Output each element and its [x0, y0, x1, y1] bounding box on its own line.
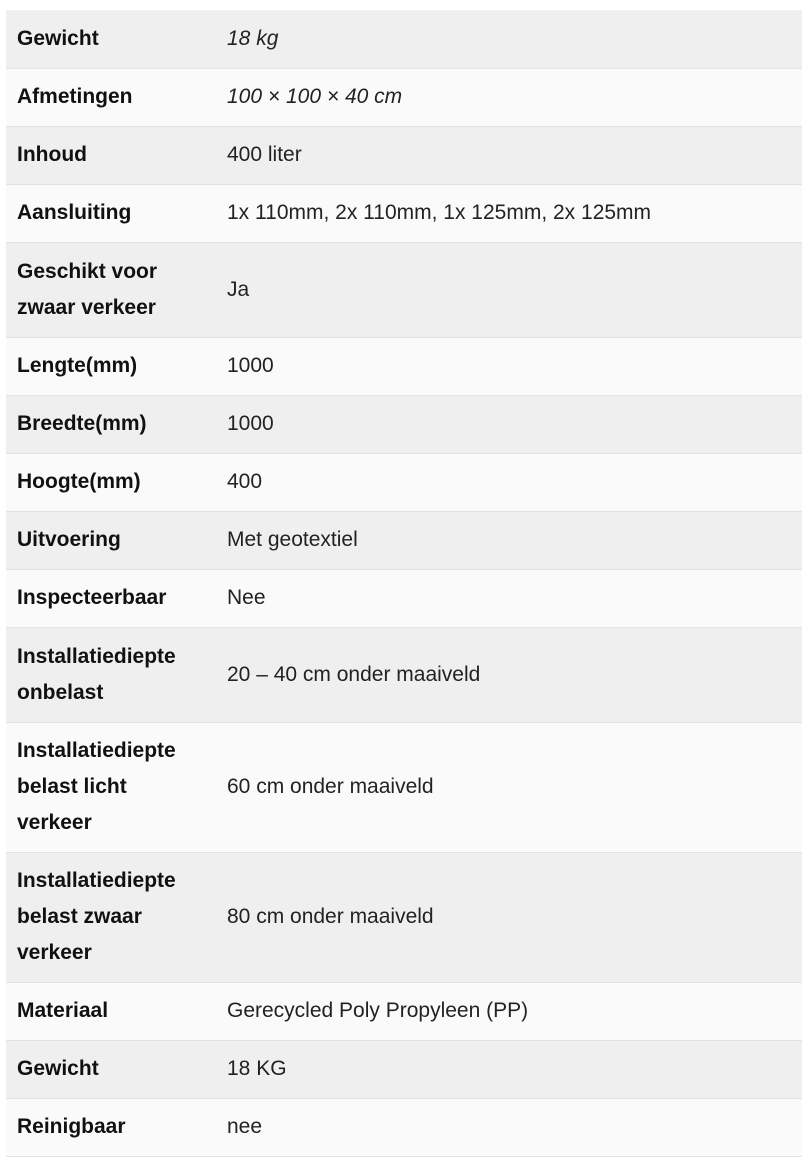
table-row — [6, 627, 802, 722]
table-row — [6, 184, 802, 242]
spec-label: Materiaal — [6, 982, 216, 1040]
table-row — [6, 1098, 802, 1156]
spec-value: 60 cm onder maaiveld — [216, 722, 802, 852]
specifications-table — [6, 10, 802, 1157]
table-row — [6, 852, 802, 982]
table-row — [6, 126, 802, 184]
spec-label: Gewicht — [6, 1040, 216, 1098]
spec-label: Aansluiting — [6, 184, 216, 242]
spec-value: 100 × 100 × 40 cm — [216, 68, 802, 126]
spec-value: 20 – 40 cm onder maaiveld — [216, 627, 802, 722]
spec-label: Installatiediepte belast licht verkeer — [6, 722, 216, 852]
table-row — [6, 511, 802, 569]
spec-label: Inhoud — [6, 126, 216, 184]
table-row — [6, 722, 802, 852]
table-row — [6, 10, 802, 68]
table-row — [6, 395, 802, 453]
spec-label: Gewicht — [6, 10, 216, 68]
spec-value: 1000 — [216, 395, 802, 453]
spec-label: Breedte(mm) — [6, 395, 216, 453]
spec-value: 80 cm onder maaiveld — [216, 852, 802, 982]
spec-label: Uitvoering — [6, 511, 216, 569]
spec-value: 400 — [216, 453, 802, 511]
spec-value: 18 KG — [216, 1040, 802, 1098]
spec-label: Afmetingen — [6, 68, 216, 126]
spec-value: 1x 110mm, 2x 110mm, 1x 125mm, 2x 125mm — [216, 184, 802, 242]
table-row — [6, 1040, 802, 1098]
table-row — [6, 337, 802, 395]
spec-value: 18 kg — [216, 10, 802, 68]
spec-value: 1000 — [216, 337, 802, 395]
spec-value: Ja — [216, 242, 802, 337]
spec-value: Met geotextiel — [216, 511, 802, 569]
spec-label: Inspecteerbaar — [6, 569, 216, 627]
spec-label: Reinigbaar — [6, 1098, 216, 1156]
table-row — [6, 569, 802, 627]
spec-label: Geschikt voor zwaar verkeer — [6, 242, 216, 337]
spec-label: Installatiediepte belast zwaar verkeer — [6, 852, 216, 982]
spec-label: Installatiediepte onbelast — [6, 627, 216, 722]
table-row — [6, 242, 802, 337]
spec-value: Gerecycled Poly Propyleen (PP) — [216, 982, 802, 1040]
spec-value: Nee — [216, 569, 802, 627]
table-row — [6, 982, 802, 1040]
spec-label: Hoogte(mm) — [6, 453, 216, 511]
spec-value: nee — [216, 1098, 802, 1156]
spec-label: Lengte(mm) — [6, 337, 216, 395]
table-row — [6, 68, 802, 126]
table-row — [6, 453, 802, 511]
spec-value: 400 liter — [216, 126, 802, 184]
